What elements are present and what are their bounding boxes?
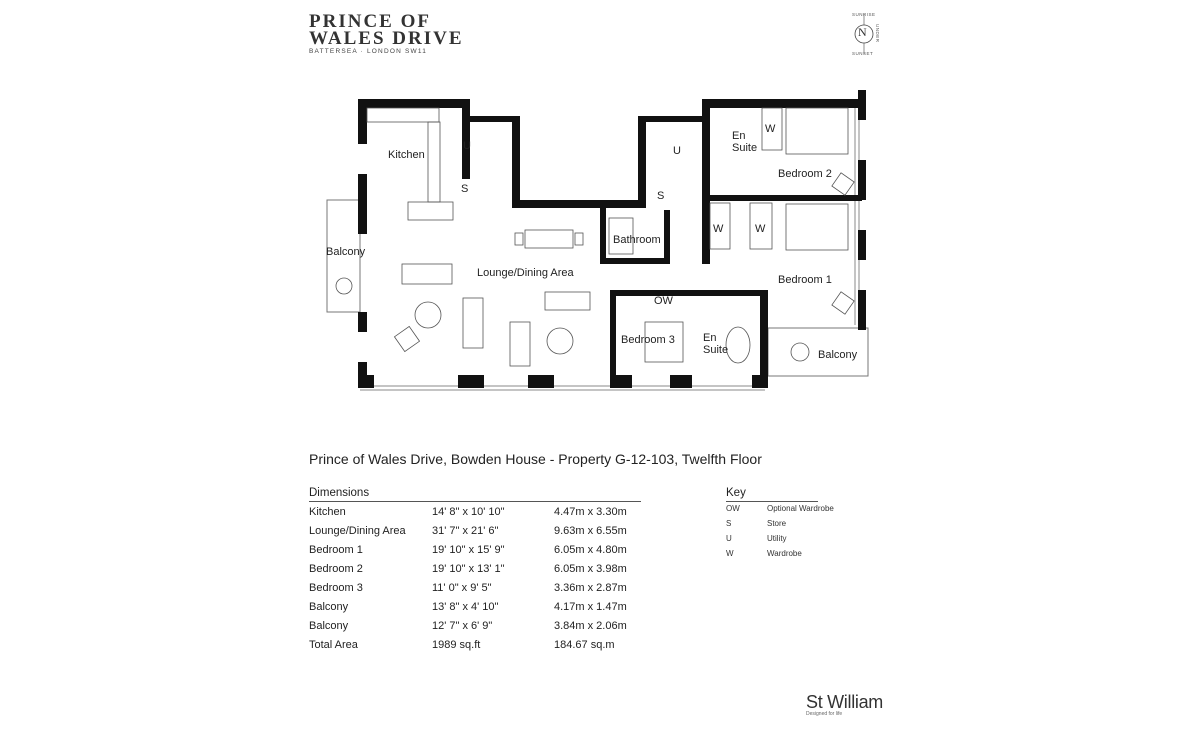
room-label-wardrobe-3: W — [755, 223, 766, 235]
key-meaning: Optional Wardrobe — [767, 504, 834, 513]
developer-tagline: Designed for life — [806, 711, 843, 717]
room-label-bedroom-2: Bedroom 2 — [778, 168, 832, 180]
room-label-lounge: Lounge/Dining Area — [477, 267, 574, 279]
room-label-balcony-left: Balcony — [326, 246, 366, 258]
property-title: Prince of Wales Drive, Bowden House - Property G-12-103, Twelfth Floor — [309, 451, 762, 467]
dimensions-metric-cell: 184.67 sq.m — [554, 639, 615, 651]
dimensions-metric-cell: 3.36m x 2.87m — [554, 582, 627, 594]
dimensions-metric-cell: 4.17m x 1.47m — [554, 601, 627, 613]
key-code: S — [726, 519, 732, 528]
room-label-bathroom: Bathroom — [613, 234, 661, 246]
dimensions-room-cell: Balcony — [309, 601, 349, 613]
key-code: W — [726, 549, 734, 558]
room-label-store-2: S — [657, 190, 665, 202]
room-label-balcony-right: Balcony — [818, 349, 858, 361]
brand-name-line2: WALES DRIVE — [309, 28, 464, 49]
dimensions-heading: Dimensions — [309, 487, 370, 499]
room-label-en-suite-1-line2: Suite — [732, 142, 758, 154]
dimensions-room-cell: Bedroom 3 — [309, 582, 363, 594]
compass-right-label: UNDER — [875, 24, 880, 43]
dimensions-room-cell: Total Area — [309, 639, 358, 651]
room-label-utility-1: U — [463, 140, 471, 152]
room-label-wardrobe-1: W — [765, 123, 776, 135]
room-label-bedroom-3: Bedroom 3 — [621, 334, 675, 346]
dimensions-room-cell: Bedroom 1 — [309, 544, 363, 556]
compass-top-label: SUNRISE — [852, 12, 876, 17]
key-code: U — [726, 534, 732, 543]
key-meaning: Store — [767, 519, 787, 528]
developer-logo: St William — [806, 692, 883, 712]
dimensions-imperial-cell: 12' 7" x 6' 9" — [432, 620, 493, 632]
dimensions-imperial-cell: 13' 8" x 4' 10" — [432, 601, 499, 613]
dimensions-divider — [309, 501, 641, 502]
room-label-wardrobe-2: W — [713, 223, 724, 235]
room-label-store-1: S — [461, 183, 469, 195]
key-code: OW — [726, 504, 740, 513]
key-heading: Key — [726, 487, 746, 499]
room-label-kitchen: Kitchen — [388, 149, 425, 161]
dimensions-room-cell: Bedroom 2 — [309, 563, 363, 575]
dimensions-room-cell: Kitchen — [309, 506, 346, 518]
compass-bottom-label: SUNSET — [852, 51, 874, 56]
room-label-en-suite-2-line1: En — [703, 332, 717, 344]
dimensions-room-cell: Lounge/Dining Area — [309, 525, 406, 537]
dimensions-metric-cell: 6.05m x 4.80m — [554, 544, 627, 556]
floor-plan — [320, 90, 880, 400]
dimensions-metric-cell: 9.63m x 6.55m — [554, 525, 627, 537]
room-label-en-suite-2-line2: Suite — [703, 344, 729, 356]
dimensions-metric-cell: 4.47m x 3.30m — [554, 506, 627, 518]
brand-location: BATTERSEA · LONDON SW11 — [309, 48, 428, 55]
dimensions-metric-cell: 6.05m x 3.98m — [554, 563, 627, 575]
dimensions-imperial-cell: 19' 10" x 15' 9" — [432, 544, 505, 556]
dimensions-imperial-cell: 31' 7" x 21' 6" — [432, 525, 499, 537]
dimensions-imperial-cell: 11' 0" x 9' 5" — [432, 582, 492, 594]
key-meaning: Utility — [767, 534, 787, 543]
room-label-utility-2: U — [673, 145, 681, 157]
dimensions-imperial-cell: 19' 10" x 13' 1" — [432, 563, 505, 575]
compass-north-letter: N — [858, 25, 867, 39]
room-label-en-suite-1-line1: En — [732, 130, 746, 142]
dimensions-imperial-cell: 14' 8" x 10' 10" — [432, 506, 505, 518]
room-label-optional-wardrobe: OW — [654, 295, 673, 307]
room-label-bedroom-1: Bedroom 1 — [778, 274, 832, 286]
dimensions-metric-cell: 3.84m x 2.06m — [554, 620, 627, 632]
key-divider — [726, 501, 818, 502]
dimensions-room-cell: Balcony — [309, 620, 349, 632]
floor-plan-drawing — [320, 90, 880, 400]
dimensions-imperial-cell: 1989 sq.ft — [432, 639, 481, 651]
compass-icon — [842, 12, 886, 56]
key-meaning: Wardrobe — [767, 549, 802, 558]
brand-name-line1: PRINCE OF — [309, 11, 431, 32]
